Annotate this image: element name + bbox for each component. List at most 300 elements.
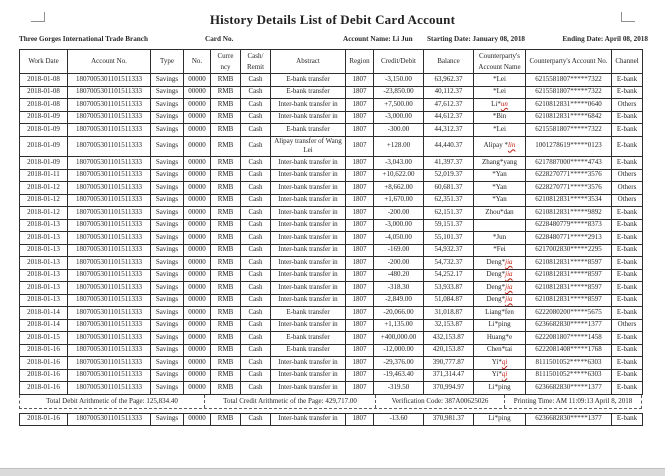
cell-cp_name: Huang*e	[474, 332, 526, 345]
cell-channel: E-bank	[612, 282, 643, 295]
table-row	[20, 307, 643, 320]
cell-account: 1807005301101511333	[68, 86, 151, 99]
table-row	[20, 157, 643, 170]
cell-credit: -12,000.00	[374, 344, 424, 357]
cell-balance: 54,252.17	[424, 269, 474, 282]
cell-region: 1807	[346, 219, 374, 232]
table-row	[20, 413, 643, 426]
cell-type: Savings	[151, 136, 184, 157]
cell-no: 00000	[184, 232, 211, 245]
cell-balance: 59,151.37	[424, 219, 474, 232]
cell-cp_account: 6228480771*****2913	[526, 232, 612, 245]
cell-abstract: Inter-bank transfer in	[271, 194, 346, 207]
cell-account: 1807005301101511333	[68, 157, 151, 170]
column-header-abstract: Abstract	[271, 50, 346, 74]
cell-credit: -29,376.00	[374, 357, 424, 370]
table-row	[20, 332, 643, 345]
cell-credit: +128.00	[374, 136, 424, 157]
cell-cash: Cash	[241, 124, 271, 137]
cell-no: 00000	[184, 111, 211, 124]
spellcheck-marked-text: lin	[507, 141, 516, 150]
cell-channel: E-bank	[612, 207, 643, 220]
cell-cp_name: Deng*jia	[474, 294, 526, 307]
column-header-cp_account: Counterparty's Account No.	[526, 50, 612, 74]
cell-channel: Others	[612, 194, 643, 207]
cell-abstract: Inter-bank transfer in	[271, 257, 346, 270]
cell-currency: RMB	[211, 269, 241, 282]
cell-currency: RMB	[211, 413, 241, 426]
table-row	[20, 86, 643, 99]
cell-channel: Others	[612, 182, 643, 195]
cell-cp_name: *Lei	[474, 86, 526, 99]
cell-balance: 62,151.37	[424, 207, 474, 220]
cell-cp_account: 6210812831*****8597	[526, 282, 612, 295]
spellcheck-marked-text: jia	[505, 270, 513, 279]
cell-cash: Cash	[241, 207, 271, 220]
cell-balance: 40,112.37	[424, 86, 474, 99]
cell-currency: RMB	[211, 182, 241, 195]
table-row	[20, 99, 643, 112]
cell-account: 1807005301101511333	[68, 136, 151, 157]
printing-time: Printing Time: AM 11:09:13 April 8, 2018	[513, 397, 633, 406]
cell-account: 1807005301101511333	[68, 344, 151, 357]
cell-account: 1807005301101511333	[68, 269, 151, 282]
cell-no: 00000	[184, 413, 211, 426]
cell-date: 2018-01-11	[20, 169, 68, 182]
cell-type: Savings	[151, 307, 184, 320]
cell-channel: E-bank	[612, 232, 643, 245]
cell-cp_name: Deng*jia	[474, 257, 526, 270]
cell-currency: RMB	[211, 86, 241, 99]
cell-channel: E-bank	[612, 257, 643, 270]
cell-region: 1807	[346, 382, 374, 395]
cell-cash: Cash	[241, 99, 271, 112]
cell-credit: -3,000.00	[374, 111, 424, 124]
cell-credit: -3,000.00	[374, 219, 424, 232]
cell-region: 1807	[346, 169, 374, 182]
column-header-date: Work Date	[20, 50, 68, 74]
cell-cp_account: 6215581807*****7322	[526, 74, 612, 87]
cell-account: 1807005301101511333	[68, 307, 151, 320]
cell-no: 00000	[184, 136, 211, 157]
cell-no: 00000	[184, 294, 211, 307]
cell-account: 1807005301101511333	[68, 219, 151, 232]
cell-cash: Cash	[241, 194, 271, 207]
cell-account: 1807005301101511333	[68, 232, 151, 245]
cell-credit: -19,463.40	[374, 369, 424, 382]
cell-no: 00000	[184, 382, 211, 395]
cell-cp_name	[474, 219, 526, 232]
table-body	[20, 74, 643, 395]
cell-credit: -13.60	[374, 413, 424, 426]
cell-cp_name: Li*ping	[474, 319, 526, 332]
cell-region: 1807	[346, 357, 374, 370]
cell-region: 1807	[346, 124, 374, 137]
column-header-credit: Credit/Debit	[374, 50, 424, 74]
cell-region: 1807	[346, 244, 374, 257]
cell-cp_account: 6222081408*****1768	[526, 344, 612, 357]
cell-type: Savings	[151, 332, 184, 345]
cell-date: 2018-01-13	[20, 269, 68, 282]
cell-cp_name: *Lei	[474, 124, 526, 137]
spellcheck-marked-text: un	[500, 99, 508, 108]
cell-cp_account: 6217002830*****2295	[526, 244, 612, 257]
cell-cp_account: 6215581807*****7322	[526, 86, 612, 99]
cell-balance: 51,084.87	[424, 294, 474, 307]
cell-channel: E-bank	[612, 307, 643, 320]
cell-cash: Cash	[241, 136, 271, 157]
cell-abstract: E-bank transfer	[271, 307, 346, 320]
table-row	[20, 382, 643, 395]
cell-currency: RMB	[211, 282, 241, 295]
cell-currency: RMB	[211, 307, 241, 320]
cell-cash: Cash	[241, 369, 271, 382]
table-row	[20, 219, 643, 232]
cell-cp_account: 6222080200*****5675	[526, 307, 612, 320]
cell-abstract: Inter-bank transfer in	[271, 282, 346, 295]
cell-cash: Cash	[241, 157, 271, 170]
cell-type: Savings	[151, 257, 184, 270]
cell-no: 00000	[184, 169, 211, 182]
total-debit: Total Debit Arithmetic of the Page: 125,834.40	[20, 395, 205, 408]
cell-cp_name: *Jun	[474, 232, 526, 245]
column-header-no: No.	[184, 50, 211, 74]
cell-date: 2018-01-09	[20, 136, 68, 157]
cell-type: Savings	[151, 232, 184, 245]
cell-no: 00000	[184, 99, 211, 112]
cell-type: Savings	[151, 282, 184, 295]
cell-abstract: Inter-bank transfer in	[271, 111, 346, 124]
cell-date: 2018-01-16	[20, 413, 68, 426]
cell-date: 2018-01-09	[20, 124, 68, 137]
cell-balance: 32,153.87	[424, 319, 474, 332]
cell-channel: E-bank	[612, 136, 643, 157]
cell-channel: E-bank	[612, 244, 643, 257]
cell-cash: Cash	[241, 382, 271, 395]
cell-region: 1807	[346, 232, 374, 245]
cell-currency: RMB	[211, 169, 241, 182]
cell-no: 00000	[184, 307, 211, 320]
cell-credit: -480.20	[374, 269, 424, 282]
cell-abstract: Inter-bank transfer in	[271, 244, 346, 257]
table-row	[20, 319, 643, 332]
cell-abstract: Alipay transfer of Wang Lei	[271, 136, 346, 157]
cell-region: 1807	[346, 182, 374, 195]
cell-channel: E-bank	[612, 413, 643, 426]
cell-type: Savings	[151, 207, 184, 220]
cell-no: 00000	[184, 319, 211, 332]
cell-currency: RMB	[211, 99, 241, 112]
cell-account: 1807005301101511333	[68, 369, 151, 382]
cell-currency: RMB	[211, 382, 241, 395]
cell-type: Savings	[151, 169, 184, 182]
cell-date: 2018-01-16	[20, 382, 68, 395]
cell-account: 1807005301101511333	[68, 207, 151, 220]
cell-region: 1807	[346, 194, 374, 207]
cell-cp_account: 6210812831*****3534	[526, 194, 612, 207]
cell-balance: 54,932.37	[424, 244, 474, 257]
cell-type: Savings	[151, 86, 184, 99]
cell-balance: 62,351.37	[424, 194, 474, 207]
cell-region: 1807	[346, 319, 374, 332]
cell-type: Savings	[151, 357, 184, 370]
cell-currency: RMB	[211, 194, 241, 207]
cell-credit: -318.30	[374, 282, 424, 295]
cell-channel: E-bank	[612, 344, 643, 357]
column-header-balance: Balance	[424, 50, 474, 74]
cell-type: Savings	[151, 157, 184, 170]
cell-currency: RMB	[211, 232, 241, 245]
cell-credit: -300.00	[374, 124, 424, 137]
cell-balance: 63,962.37	[424, 74, 474, 87]
cell-abstract: Inter-bank transfer in	[271, 99, 346, 112]
column-header-cash: Cash/ Remit	[241, 50, 271, 74]
cell-channel: Others	[612, 169, 643, 182]
cell-type: Savings	[151, 369, 184, 382]
spellcheck-marked-text: qi	[501, 370, 508, 379]
cell-date: 2018-01-13	[20, 282, 68, 295]
cell-type: Savings	[151, 194, 184, 207]
cell-credit: -3,150.00	[374, 74, 424, 87]
cell-currency: RMB	[211, 157, 241, 170]
cell-no: 00000	[184, 357, 211, 370]
cell-account: 1807005301101511333	[68, 74, 151, 87]
cell-cp_name: *Yan	[474, 194, 526, 207]
cell-region: 1807	[346, 332, 374, 345]
cell-no: 00000	[184, 282, 211, 295]
column-header-region: Region	[346, 50, 374, 74]
cell-abstract: Inter-bank transfer in	[271, 219, 346, 232]
cell-balance: 420,153.87	[424, 344, 474, 357]
cell-cp_account: 6236682830*****1377	[526, 413, 612, 426]
cell-type: Savings	[151, 344, 184, 357]
cell-channel: E-bank	[612, 269, 643, 282]
cell-region: 1807	[346, 257, 374, 270]
cell-account: 1807005301101511333	[68, 413, 151, 426]
cell-currency: RMB	[211, 219, 241, 232]
cell-region: 1807	[346, 157, 374, 170]
cell-abstract: Inter-bank transfer in	[271, 169, 346, 182]
cell-account: 1807005301101511333	[68, 244, 151, 257]
cell-date: 2018-01-09	[20, 157, 68, 170]
cell-no: 00000	[184, 369, 211, 382]
cell-abstract: Inter-bank transfer in	[271, 369, 346, 382]
cell-balance: 44,612.37	[424, 111, 474, 124]
cell-account: 1807005301101511333	[68, 319, 151, 332]
cell-channel: Others	[612, 99, 643, 112]
cell-cp_account: 6217887000*****4743	[526, 157, 612, 170]
cell-cp_account: 8111501052*****6303	[526, 369, 612, 382]
cell-credit: +8,662.00	[374, 182, 424, 195]
ending-date-label: Ending Date: April 08, 2018	[562, 35, 648, 43]
cell-type: Savings	[151, 413, 184, 426]
table-row	[20, 124, 643, 137]
history-table	[19, 49, 643, 395]
verification-code: Verification Code: 387A00625026	[376, 395, 505, 408]
cell-currency: RMB	[211, 136, 241, 157]
cell-account: 1807005301101511333	[68, 257, 151, 270]
cell-type: Savings	[151, 99, 184, 112]
cell-cp_account: 6236682830*****1377	[526, 319, 612, 332]
cell-cash: Cash	[241, 357, 271, 370]
cell-account: 1807005301101511333	[68, 294, 151, 307]
cell-cash: Cash	[241, 344, 271, 357]
cell-balance: 432,153.87	[424, 332, 474, 345]
cell-balance: 370,994.97	[424, 382, 474, 395]
cell-abstract: Inter-bank transfer in	[271, 232, 346, 245]
cell-cp_name: Li*ping	[474, 382, 526, 395]
cell-currency: RMB	[211, 369, 241, 382]
table-row	[20, 232, 643, 245]
cell-account: 1807005301101511333	[68, 99, 151, 112]
cell-cp_account: 6210812831*****6842	[526, 111, 612, 124]
cell-currency: RMB	[211, 357, 241, 370]
column-header-cp_name: Counterparty's Account Name	[474, 50, 526, 74]
cell-no: 00000	[184, 244, 211, 257]
cell-date: 2018-01-09	[20, 111, 68, 124]
total-credit: Total Credit Arithmetic of the Page: 429,717.00	[205, 395, 376, 408]
cell-currency: RMB	[211, 257, 241, 270]
cell-cp_account: 6228270771*****3576	[526, 182, 612, 195]
cell-cp_account: 6215581807*****7322	[526, 124, 612, 137]
table-row	[20, 269, 643, 282]
cell-cash: Cash	[241, 219, 271, 232]
cell-region: 1807	[346, 307, 374, 320]
crop-mark-top-left	[31, 12, 45, 22]
cell-credit: -2,849.00	[374, 294, 424, 307]
cell-no: 00000	[184, 86, 211, 99]
cell-credit: +1,135.00	[374, 319, 424, 332]
cell-account: 1807005301101511333	[68, 332, 151, 345]
cell-cash: Cash	[241, 182, 271, 195]
cell-cp_name: Liang*fen	[474, 307, 526, 320]
column-header-currency: Curre ncy	[211, 50, 241, 74]
cell-cp_name: Alipay *lin	[474, 136, 526, 157]
cell-account: 1807005301101511333	[68, 169, 151, 182]
cell-type: Savings	[151, 219, 184, 232]
cell-cash: Cash	[241, 319, 271, 332]
cell-type: Savings	[151, 319, 184, 332]
cell-abstract: E-bank transfer	[271, 124, 346, 137]
table-row	[20, 294, 643, 307]
cell-balance: 52,019.37	[424, 169, 474, 182]
cell-cp_name: Deng*jia	[474, 269, 526, 282]
cell-abstract: Inter-bank transfer in	[271, 319, 346, 332]
cell-no: 00000	[184, 157, 211, 170]
cell-date: 2018-01-13	[20, 244, 68, 257]
cell-date: 2018-01-12	[20, 182, 68, 195]
cell-credit: +400,000.00	[374, 332, 424, 345]
cell-type: Savings	[151, 244, 184, 257]
cell-date: 2018-01-13	[20, 294, 68, 307]
cell-balance: 55,101.37	[424, 232, 474, 245]
cell-cash: Cash	[241, 257, 271, 270]
cell-currency: RMB	[211, 207, 241, 220]
cell-type: Savings	[151, 74, 184, 87]
cell-no: 00000	[184, 74, 211, 87]
cell-region: 1807	[346, 294, 374, 307]
cell-channel: Others	[612, 319, 643, 332]
cell-type: Savings	[151, 382, 184, 395]
cell-no: 00000	[184, 124, 211, 137]
cell-channel: E-bank	[612, 86, 643, 99]
cell-currency: RMB	[211, 332, 241, 345]
cell-region: 1807	[346, 136, 374, 157]
cell-region: 1807	[346, 269, 374, 282]
table-row	[20, 207, 643, 220]
cell-balance: 370,981.37	[424, 413, 474, 426]
cell-no: 00000	[184, 257, 211, 270]
cell-date: 2018-01-08	[20, 74, 68, 87]
cell-cp_name: Zhou*dan	[474, 207, 526, 220]
cell-date: 2018-01-15	[20, 332, 68, 345]
cell-credit: -3,043.00	[374, 157, 424, 170]
cell-cp_name: Yi*qi	[474, 369, 526, 382]
column-header-type: Type	[151, 50, 184, 74]
cell-cp_account: 6210812831*****8597	[526, 294, 612, 307]
cell-channel: E-bank	[612, 124, 643, 137]
account-name-label: Account Name: Li Jun	[343, 35, 413, 43]
page-edge-strip	[0, 468, 665, 476]
cell-abstract: E-bank transfer	[271, 74, 346, 87]
cell-balance: 31,018.87	[424, 307, 474, 320]
cell-cp_account: 1001278619*****0123	[526, 136, 612, 157]
cell-cp_account: 6236682830*****1377	[526, 382, 612, 395]
cell-credit: +7,500.00	[374, 99, 424, 112]
cell-cp_account: 6210812831*****0640	[526, 99, 612, 112]
cell-channel: E-bank	[612, 382, 643, 395]
cell-balance: 60,681.37	[424, 182, 474, 195]
cell-cash: Cash	[241, 244, 271, 257]
cell-cash: Cash	[241, 307, 271, 320]
cell-abstract: Inter-bank transfer in	[271, 413, 346, 426]
cell-no: 00000	[184, 207, 211, 220]
cell-date: 2018-01-13	[20, 232, 68, 245]
cell-cp_name: Li*ping	[474, 413, 526, 426]
card-no-label: Card No.	[205, 35, 234, 43]
cell-cp_name: Chen*tai	[474, 344, 526, 357]
header-row	[20, 50, 643, 74]
cell-credit: -319.50	[374, 382, 424, 395]
cell-cash: Cash	[241, 413, 271, 426]
cell-cp_name: Yi*qi	[474, 357, 526, 370]
cell-channel: E-bank	[612, 369, 643, 382]
cell-cp_account: 6228270771*****3576	[526, 169, 612, 182]
cell-no: 00000	[184, 219, 211, 232]
cell-channel: E-bank	[612, 74, 643, 87]
spellcheck-marked-text: jia	[505, 282, 513, 291]
starting-date-label: Starting Date: January 08, 2018	[427, 35, 526, 43]
cell-account: 1807005301101511333	[68, 282, 151, 295]
cell-channel: E-bank	[612, 219, 643, 232]
cell-region: 1807	[346, 207, 374, 220]
continuation-body	[20, 413, 643, 426]
cell-region: 1807	[346, 282, 374, 295]
cell-currency: RMB	[211, 319, 241, 332]
cell-account: 1807005301101511333	[68, 194, 151, 207]
spellcheck-marked-text: jia	[505, 257, 513, 266]
cell-credit: -200.00	[374, 207, 424, 220]
cell-cp_account: 6228480779*****8373	[526, 219, 612, 232]
table-row	[20, 136, 643, 157]
cell-currency: RMB	[211, 124, 241, 137]
cell-region: 1807	[346, 74, 374, 87]
cell-balance: 47,612.37	[424, 99, 474, 112]
cell-balance: 390,777.87	[424, 357, 474, 370]
column-header-channel: Channel	[612, 50, 643, 74]
cell-type: Savings	[151, 111, 184, 124]
cell-currency: RMB	[211, 111, 241, 124]
